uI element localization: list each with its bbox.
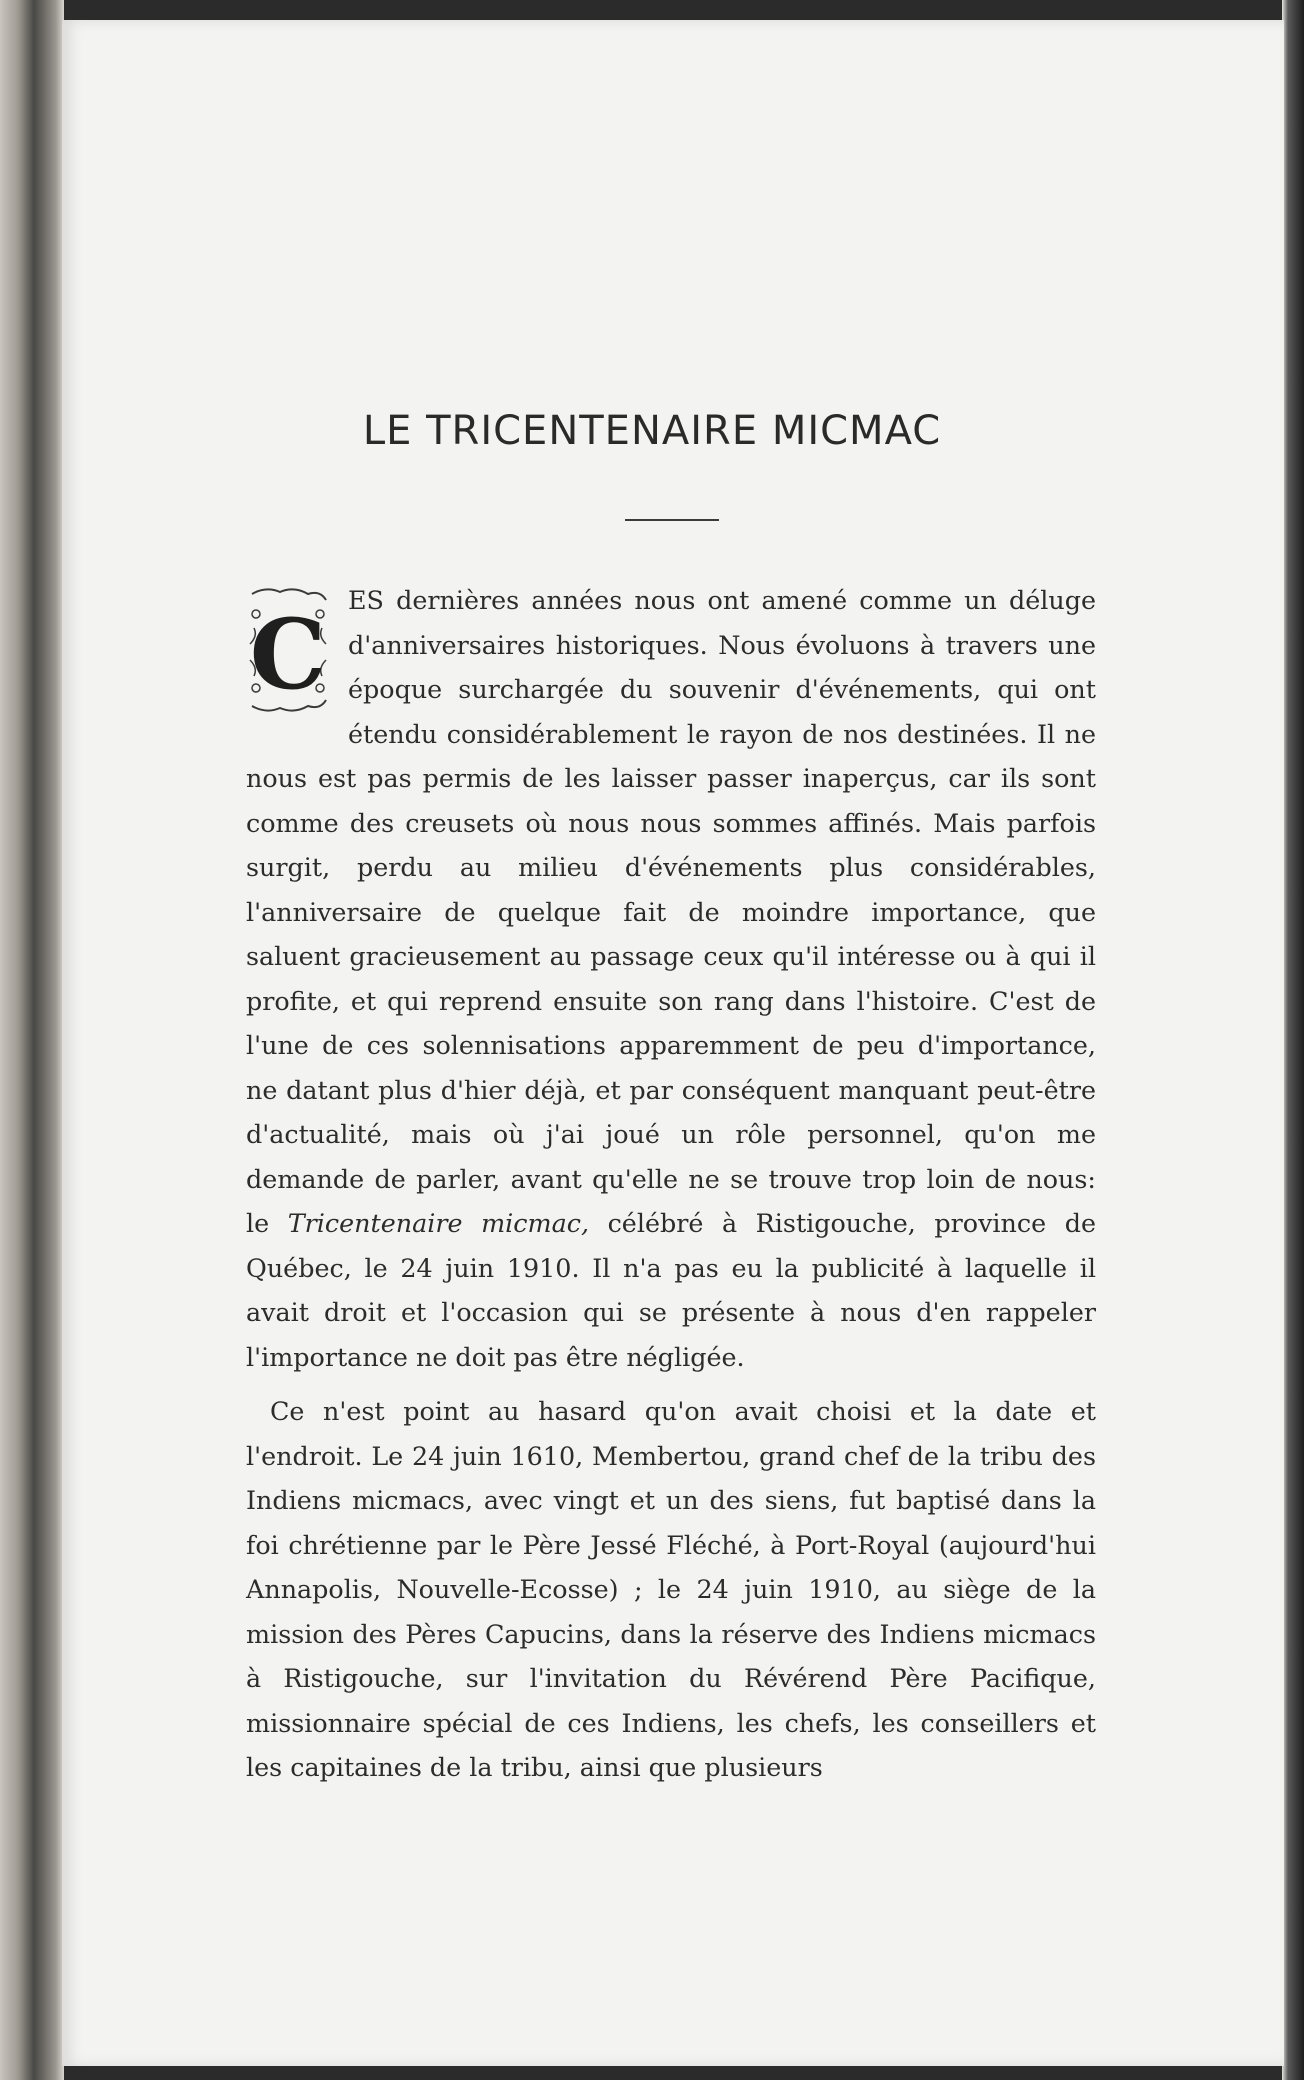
paragraph-1-text-b: célébré à Ristigouche, province de Québec, le 24 juin 1910. Il n'a pas eu la publicité à laquelle il avait droit et l'occasion qui se présente à nous d'en rappeler l'importance ne doit pas être négligée. <box>246 1208 1096 1372</box>
drop-cap-letter: C <box>249 598 327 711</box>
title-divider <box>625 519 719 521</box>
paragraph-1-emphasis: Tricentenaire micmac, <box>287 1208 590 1238</box>
paragraph-2: Ce n'est point au hasard qu'on avait choisi et la date et l'endroit. Le 24 juin 1610, Membertou, grand chef de la tribu des Indiens micmacs, avec vingt et un des siens, fut baptisé dans la foi chrétienne par le Père Jessé Fléché, à Port-Royal (aujourd'hui Annapolis, Nouvelle-Ecosse) ; le 24 juin 1910, au siège de la mission des Pères Capucins, dans la réserve des Indiens micmacs à Ristigouche, sur l'invitation du Révérend Père Pacifique, missionnaire spécial de ces Indiens, les chefs, les conseillers et les capitaines de la tribu, ainsi que plusieurs <box>246 1396 1096 1782</box>
book-binding-edge <box>0 0 64 2080</box>
body-text <box>246 578 1096 1790</box>
book-right-edge <box>1282 0 1304 2080</box>
paragraph-1-text-a: ES dernières années nous ont amené comme un déluge d'anniversaires historiques. Nous évoluons à travers une époque surchargée du souvenir d'événements, qui ont étendu considérablement le rayon de nos destinées. Il ne nous est pas permis de les laisser passer inaperçus, car ils sont comme des creusets où nous nous sommes affinés. Mais parfois surgit, perdu au milieu d'événements plus considérables, l'anniversaire de quelque fait de moindre importance, que saluent gracieusement au passage ceux qu'il intéresse ou à qui il profite, et qui reprend ensuite son rang dans l'histoire. C'est de l'une de ces solennisations apparemment de peu d'importance, ne datant plus d'hier déjà, et par conséquent manquant peut-être d'actualité, mais où j'ai joué un rôle personnel, qu'on me demande de parler, avant qu'elle ne se trouve trop loin de nous: le <box>246 585 1096 1238</box>
paragraph-1 <box>246 578 1096 1379</box>
page-title: LE TRICENTENAIRE MICMAC <box>362 408 942 454</box>
ornamental-drop-cap <box>246 584 330 716</box>
